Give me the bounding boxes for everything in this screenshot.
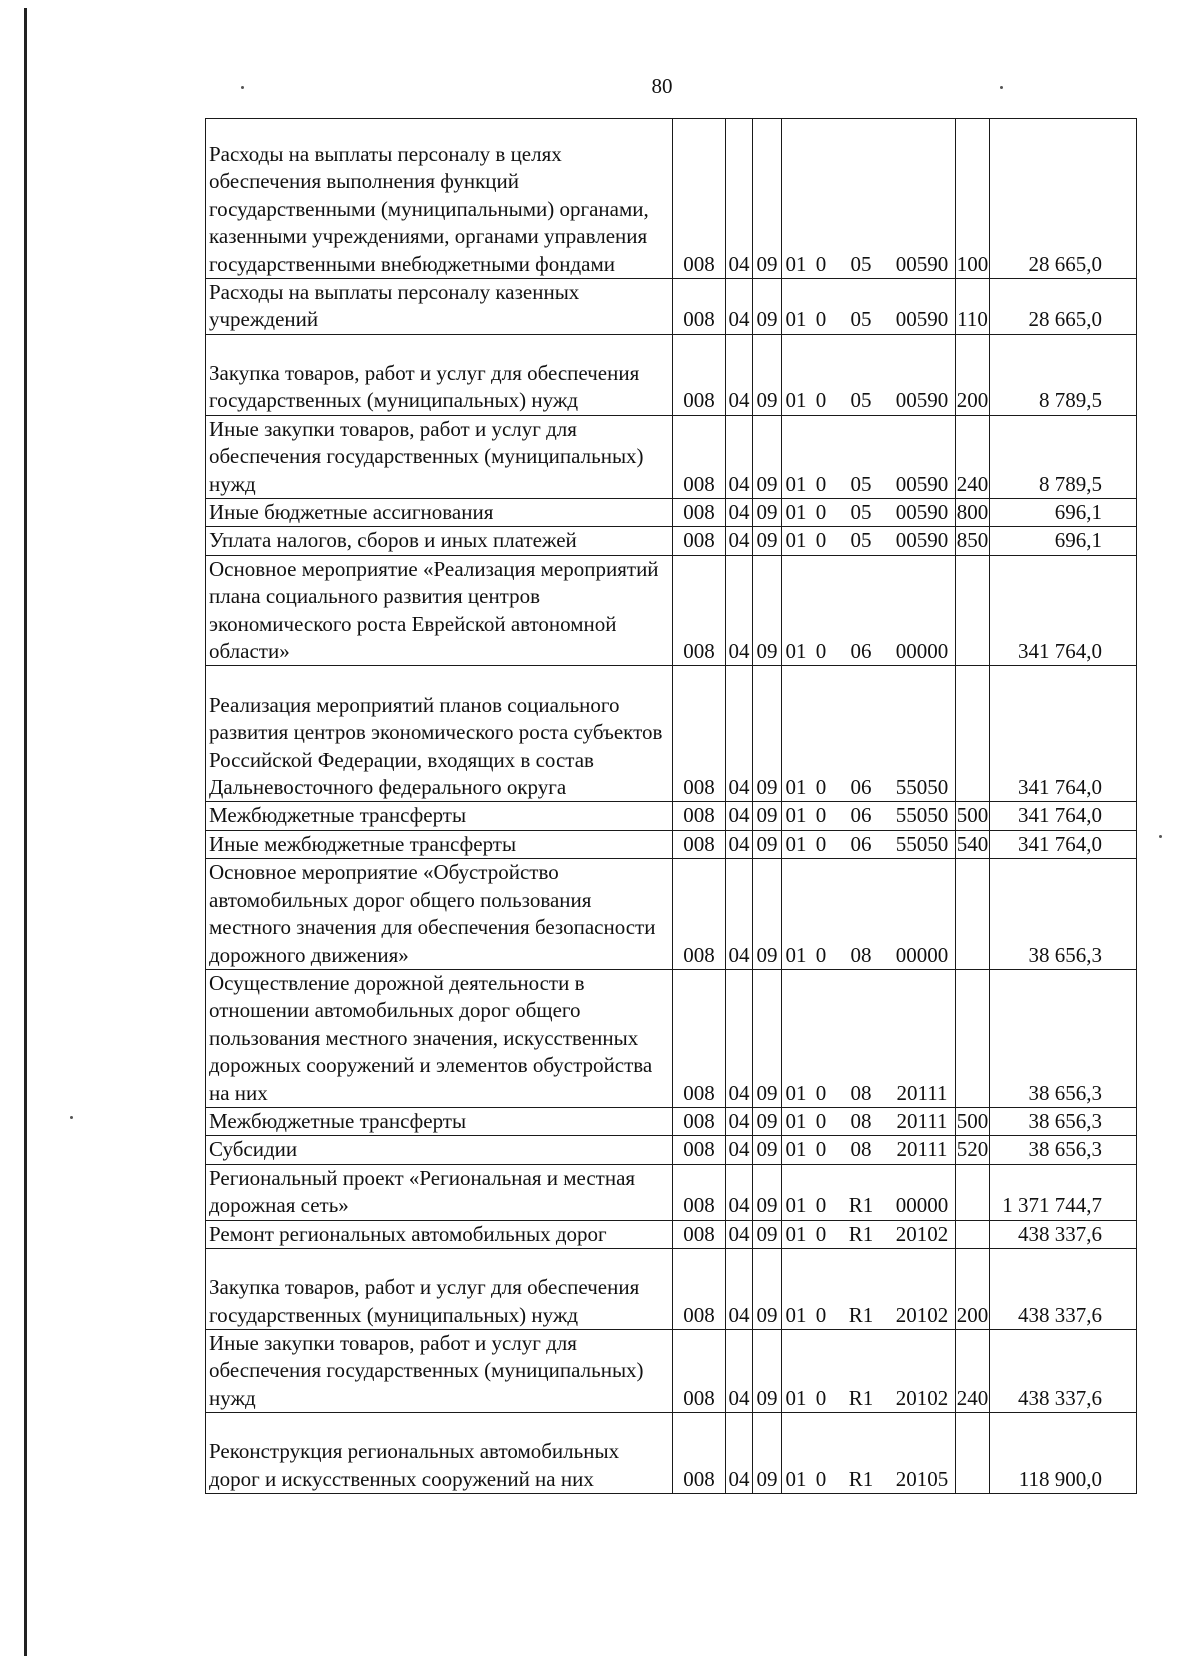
table-row [206, 666, 1137, 802]
target-article-cell [782, 499, 956, 527]
ministry-code-cell: 008 [673, 334, 726, 415]
section-code-cell: 04 [726, 334, 753, 415]
target-direction-code: 20102 [895, 1385, 949, 1410]
target-event-code: 05 [850, 307, 872, 332]
budget-table [205, 118, 1137, 1494]
section-code-cell: 04 [726, 969, 753, 1107]
target-direction-code: 20102 [895, 1302, 949, 1327]
expense-kind-cell [956, 555, 990, 666]
target-subprogram-code: 0 [815, 1221, 827, 1246]
expense-kind-cell [956, 666, 990, 802]
target-event-code: R1 [848, 1221, 874, 1246]
target-event-code: 06 [850, 639, 872, 664]
target-event-code: 05 [850, 251, 872, 276]
target-article-cell [782, 666, 956, 802]
subsection-code-cell: 09 [753, 666, 782, 802]
target-program-code: 01 [785, 1080, 807, 1105]
target-direction-code: 20102 [895, 1221, 949, 1246]
subsection-code-cell: 09 [753, 1413, 782, 1494]
table-row [206, 969, 1137, 1107]
subsection-code-cell: 09 [753, 830, 782, 858]
target-article-cell [782, 830, 956, 858]
ministry-code-cell: 008 [673, 279, 726, 335]
ministry-code-cell: 008 [673, 1329, 726, 1412]
amount-cell: 118 900,0 [990, 1413, 1137, 1494]
section-code-cell: 04 [726, 555, 753, 666]
target-direction-code: 00000 [895, 639, 949, 664]
amount-cell: 341 764,0 [990, 666, 1137, 802]
amount-cell: 8 789,5 [990, 334, 1137, 415]
target-program-code: 01 [785, 1108, 807, 1133]
ministry-code-cell: 008 [673, 1413, 726, 1494]
target-direction-code: 00000 [895, 1193, 949, 1218]
target-subprogram-code: 0 [815, 1080, 827, 1105]
target-direction-code: 00590 [895, 528, 949, 553]
subsection-code-cell: 09 [753, 334, 782, 415]
section-code-cell: 04 [726, 1136, 753, 1164]
section-code-cell: 04 [726, 830, 753, 858]
target-article-cell [782, 1220, 956, 1248]
amount-cell: 438 337,6 [990, 1248, 1137, 1329]
subsection-code-cell: 09 [753, 499, 782, 527]
target-subprogram-code: 0 [815, 1385, 827, 1410]
target-direction-code: 00590 [895, 388, 949, 413]
table-row [206, 802, 1137, 830]
page-binding-edge [24, 8, 27, 1656]
target-event-code: R1 [848, 1466, 874, 1491]
target-program-code: 01 [785, 1302, 807, 1327]
target-program-code: 01 [785, 942, 807, 967]
expense-kind-cell: 200 [956, 334, 990, 415]
amount-cell: 341 764,0 [990, 830, 1137, 858]
subsection-code-cell: 09 [753, 1329, 782, 1412]
amount-cell: 28 665,0 [990, 119, 1137, 279]
target-subprogram-code: 0 [815, 1108, 827, 1133]
target-program-code: 01 [785, 1221, 807, 1246]
amount-cell: 28 665,0 [990, 279, 1137, 335]
section-code-cell: 04 [726, 859, 753, 970]
row-name-cell: Региональный проект «Региональная и местная дорожная сеть» [206, 1164, 673, 1220]
target-subprogram-code: 0 [815, 471, 827, 496]
target-event-code: 06 [850, 803, 872, 828]
amount-cell: 438 337,6 [990, 1220, 1137, 1248]
subsection-code-cell: 09 [753, 1248, 782, 1329]
ministry-code-cell: 008 [673, 1136, 726, 1164]
subsection-code-cell: 09 [753, 1107, 782, 1135]
row-name-cell: Иные бюджетные ассигнования [206, 499, 673, 527]
expense-kind-cell: 850 [956, 527, 990, 555]
ministry-code-cell: 008 [673, 859, 726, 970]
target-event-code: 08 [850, 1080, 872, 1105]
row-name-cell: Иные закупки товаров, работ и услуг для обеспечения государственных (муниципальных) нужд [206, 415, 673, 498]
target-program-code: 01 [785, 831, 807, 856]
target-event-code: 05 [850, 528, 872, 553]
table-row [206, 830, 1137, 858]
target-program-code: 01 [785, 1193, 807, 1218]
target-article-cell [782, 859, 956, 970]
target-subprogram-code: 0 [815, 639, 827, 664]
table-row [206, 527, 1137, 555]
target-subprogram-code: 0 [815, 942, 827, 967]
subsection-code-cell: 09 [753, 969, 782, 1107]
target-article-cell [782, 334, 956, 415]
target-subprogram-code: 0 [815, 1193, 827, 1218]
target-event-code: R1 [848, 1193, 874, 1218]
table-row [206, 334, 1137, 415]
subsection-code-cell: 09 [753, 415, 782, 498]
target-article-cell [782, 555, 956, 666]
row-name-cell: Основное мероприятие «Реализация мероприятий плана социального развития центров экономического роста Еврейской автономной области» [206, 555, 673, 666]
row-name-cell: Межбюджетные трансферты [206, 802, 673, 830]
section-code-cell: 04 [726, 1248, 753, 1329]
subsection-code-cell: 09 [753, 1164, 782, 1220]
expense-kind-cell: 240 [956, 415, 990, 498]
scan-speck [1159, 835, 1162, 838]
target-article-cell [782, 969, 956, 1107]
row-name-cell: Расходы на выплаты персоналу казенных учреждений [206, 279, 673, 335]
target-article-cell [782, 1248, 956, 1329]
amount-cell: 8 789,5 [990, 415, 1137, 498]
section-code-cell: 04 [726, 1164, 753, 1220]
expense-kind-cell: 520 [956, 1136, 990, 1164]
target-program-code: 01 [785, 775, 807, 800]
target-program-code: 01 [785, 1385, 807, 1410]
amount-cell: 696,1 [990, 499, 1137, 527]
target-direction-code: 55050 [895, 803, 949, 828]
target-subprogram-code: 0 [815, 775, 827, 800]
ministry-code-cell: 008 [673, 1164, 726, 1220]
target-subprogram-code: 0 [815, 1466, 827, 1491]
expense-kind-cell [956, 1220, 990, 1248]
expense-kind-cell: 800 [956, 499, 990, 527]
ministry-code-cell: 008 [673, 666, 726, 802]
target-program-code: 01 [785, 471, 807, 496]
target-direction-code: 00590 [895, 500, 949, 525]
row-name-cell: Основное мероприятие «Обустройство автомобильных дорог общего пользования местного значения для обеспечения безопасности дорожного движения» [206, 859, 673, 970]
target-program-code: 01 [785, 528, 807, 553]
expense-kind-cell: 200 [956, 1248, 990, 1329]
section-code-cell: 04 [726, 527, 753, 555]
target-subprogram-code: 0 [815, 803, 827, 828]
expense-kind-cell [956, 1413, 990, 1494]
target-subprogram-code: 0 [815, 528, 827, 553]
table-row [206, 1329, 1137, 1412]
target-article-cell [782, 1164, 956, 1220]
target-event-code: 05 [850, 471, 872, 496]
subsection-code-cell: 09 [753, 802, 782, 830]
target-article-cell [782, 1413, 956, 1494]
section-code-cell: 04 [726, 802, 753, 830]
table-row [206, 499, 1137, 527]
ministry-code-cell: 008 [673, 499, 726, 527]
table-row [206, 1136, 1137, 1164]
ministry-code-cell: 008 [673, 830, 726, 858]
page-number: 80 [651, 74, 673, 98]
row-name-cell: Субсидии [206, 1136, 673, 1164]
target-event-code: 05 [850, 500, 872, 525]
target-program-code: 01 [785, 1137, 807, 1162]
target-subprogram-code: 0 [815, 831, 827, 856]
section-code-cell: 04 [726, 1220, 753, 1248]
target-direction-code: 00590 [895, 251, 949, 276]
table-row [206, 1248, 1137, 1329]
target-program-code: 01 [785, 803, 807, 828]
row-name-cell: Закупка товаров, работ и услуг для обеспечения государственных (муниципальных) нужд [206, 334, 673, 415]
ministry-code-cell: 008 [673, 1107, 726, 1135]
amount-cell: 38 656,3 [990, 859, 1137, 970]
expense-kind-cell: 100 [956, 119, 990, 279]
table-row [206, 1220, 1137, 1248]
table-row [206, 119, 1137, 279]
target-subprogram-code: 0 [815, 1137, 827, 1162]
section-code-cell: 04 [726, 1107, 753, 1135]
table-row [206, 1164, 1137, 1220]
expense-kind-cell [956, 969, 990, 1107]
section-code-cell: 04 [726, 1329, 753, 1412]
subsection-code-cell: 09 [753, 555, 782, 666]
table-row [206, 279, 1137, 335]
ministry-code-cell: 008 [673, 1220, 726, 1248]
target-article-cell [782, 1107, 956, 1135]
row-name-cell: Реализация мероприятий планов социального развития центров экономического роста субъектов Российской Федерации, входящих в состав Дальневосточного федерального округа [206, 666, 673, 802]
target-program-code: 01 [785, 251, 807, 276]
target-event-code: 06 [850, 831, 872, 856]
target-program-code: 01 [785, 500, 807, 525]
table-row [206, 555, 1137, 666]
row-name-cell: Реконструкция региональных автомобильных дорог и искусственных сооружений на них [206, 1413, 673, 1494]
target-subprogram-code: 0 [815, 500, 827, 525]
target-article-cell [782, 527, 956, 555]
ministry-code-cell: 008 [673, 555, 726, 666]
ministry-code-cell: 008 [673, 415, 726, 498]
amount-cell: 38 656,3 [990, 1136, 1137, 1164]
target-direction-code: 20111 [896, 1108, 948, 1133]
scan-speck [70, 1116, 73, 1119]
expense-kind-cell: 110 [956, 279, 990, 335]
target-event-code: 05 [850, 388, 872, 413]
section-code-cell: 04 [726, 666, 753, 802]
target-direction-code: 00590 [895, 471, 949, 496]
amount-cell: 1 371 744,7 [990, 1164, 1137, 1220]
amount-cell: 438 337,6 [990, 1329, 1137, 1412]
subsection-code-cell: 09 [753, 119, 782, 279]
amount-cell: 341 764,0 [990, 802, 1137, 830]
ministry-code-cell: 008 [673, 119, 726, 279]
target-article-cell [782, 802, 956, 830]
ministry-code-cell: 008 [673, 802, 726, 830]
target-program-code: 01 [785, 388, 807, 413]
row-name-cell: Иные межбюджетные трансферты [206, 830, 673, 858]
target-event-code: 08 [850, 1108, 872, 1133]
table-row [206, 859, 1137, 970]
amount-cell: 38 656,3 [990, 1107, 1137, 1135]
amount-cell: 341 764,0 [990, 555, 1137, 666]
table-row [206, 1107, 1137, 1135]
subsection-code-cell: 09 [753, 1220, 782, 1248]
target-article-cell [782, 1136, 956, 1164]
target-event-code: 08 [850, 942, 872, 967]
row-name-cell: Уплата налогов, сборов и иных платежей [206, 527, 673, 555]
ministry-code-cell: 008 [673, 1248, 726, 1329]
expense-kind-cell: 540 [956, 830, 990, 858]
section-code-cell: 04 [726, 279, 753, 335]
expense-kind-cell: 500 [956, 1107, 990, 1135]
target-subprogram-code: 0 [815, 388, 827, 413]
amount-cell: 696,1 [990, 527, 1137, 555]
section-code-cell: 04 [726, 499, 753, 527]
target-subprogram-code: 0 [815, 307, 827, 332]
subsection-code-cell: 09 [753, 279, 782, 335]
ministry-code-cell: 008 [673, 527, 726, 555]
section-code-cell: 04 [726, 1413, 753, 1494]
target-direction-code: 00000 [895, 942, 949, 967]
subsection-code-cell: 09 [753, 527, 782, 555]
section-code-cell: 04 [726, 415, 753, 498]
expense-kind-cell: 500 [956, 802, 990, 830]
target-subprogram-code: 0 [815, 251, 827, 276]
row-name-cell: Осуществление дорожной деятельности в отношении автомобильных дорог общего пользования местного значения, искусственных дорожных сооружений и элементов обустройства на них [206, 969, 673, 1107]
section-code-cell: 04 [726, 119, 753, 279]
target-program-code: 01 [785, 1466, 807, 1491]
subsection-code-cell: 09 [753, 859, 782, 970]
target-event-code: 06 [850, 775, 872, 800]
row-name-cell: Закупка товаров, работ и услуг для обеспечения государственных (муниципальных) нужд [206, 1248, 673, 1329]
target-article-cell [782, 279, 956, 335]
target-program-code: 01 [785, 639, 807, 664]
expense-kind-cell [956, 859, 990, 970]
row-name-cell: Иные закупки товаров, работ и услуг для обеспечения государственных (муниципальных) нужд [206, 1329, 673, 1412]
table-row [206, 1413, 1137, 1494]
target-subprogram-code: 0 [815, 1302, 827, 1327]
target-direction-code: 20111 [896, 1080, 948, 1105]
amount-cell: 38 656,3 [990, 969, 1137, 1107]
expense-kind-cell: 240 [956, 1329, 990, 1412]
subsection-code-cell: 09 [753, 1136, 782, 1164]
target-direction-code: 55050 [895, 831, 949, 856]
target-article-cell [782, 415, 956, 498]
budget-table-body [206, 119, 1137, 1494]
target-event-code: R1 [848, 1302, 874, 1327]
expense-kind-cell [956, 1164, 990, 1220]
target-direction-code: 20105 [895, 1466, 949, 1491]
target-direction-code: 55050 [895, 775, 949, 800]
target-direction-code: 20111 [896, 1137, 948, 1162]
target-event-code: R1 [848, 1385, 874, 1410]
target-article-cell [782, 119, 956, 279]
target-direction-code: 00590 [895, 307, 949, 332]
row-name-cell: Ремонт региональных автомобильных дорог [206, 1220, 673, 1248]
row-name-cell: Межбюджетные трансферты [206, 1107, 673, 1135]
target-program-code: 01 [785, 307, 807, 332]
target-event-code: 08 [850, 1137, 872, 1162]
ministry-code-cell: 008 [673, 969, 726, 1107]
target-article-cell [782, 1329, 956, 1412]
table-row [206, 415, 1137, 498]
row-name-cell: Расходы на выплаты персоналу в целях обеспечения выполнения функций государственными (муниципальными) органами, казенными учреждениями, органами управления государственными внебюджетными фондами [206, 119, 673, 279]
